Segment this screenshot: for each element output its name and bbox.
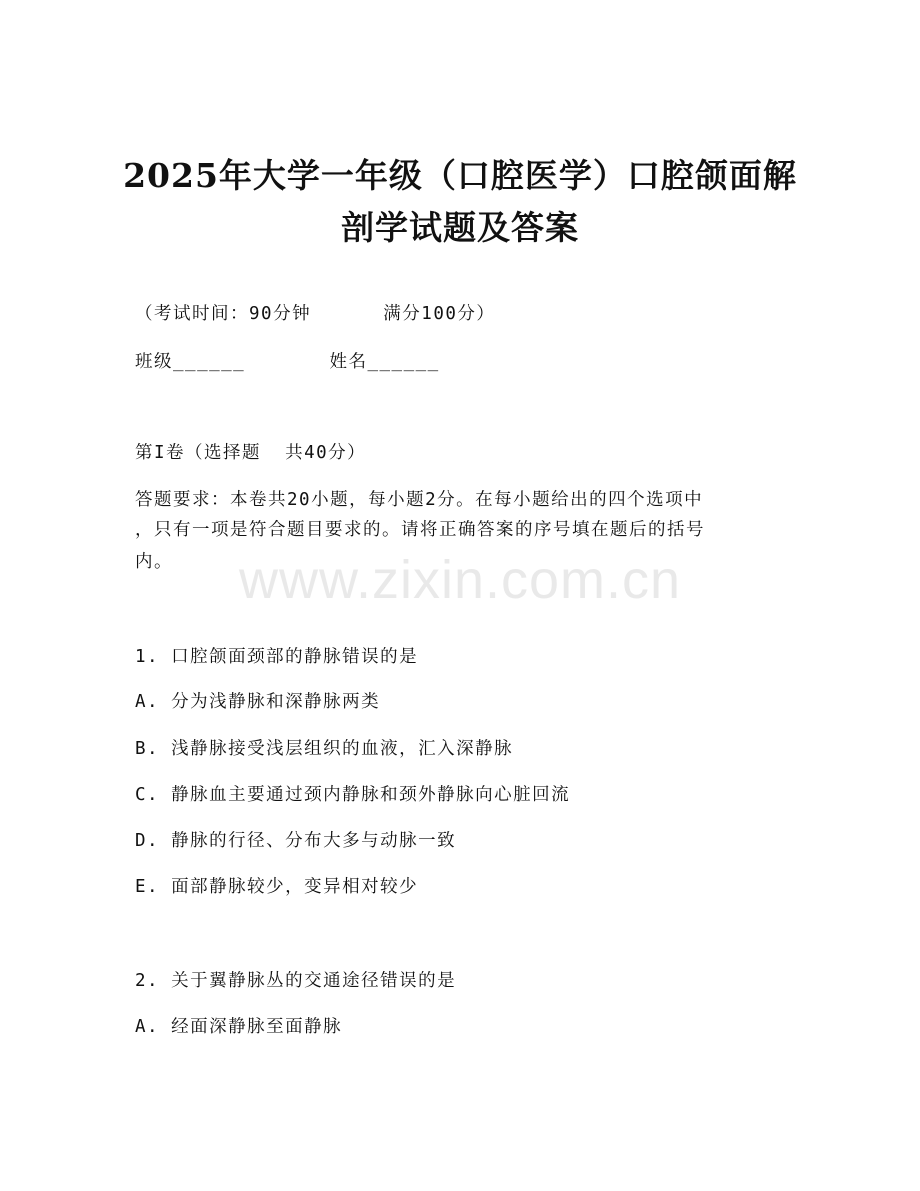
document-title-line-1: 2025年大学一年级（口腔医学）口腔颌面解 — [123, 156, 797, 195]
watermark-text: www.zixin.com.cn — [238, 550, 682, 610]
exam-info: （考试时间：90分钟 满分100分） — [135, 304, 496, 324]
document-title-line-2: 剖学试题及答案 — [341, 208, 579, 247]
question-1-option-b: B. 浅静脉接受浅层组织的血液，汇入深静脉 — [135, 739, 514, 759]
question-1-stem: 1. 口腔颌面颈部的静脉错误的是 — [135, 647, 419, 667]
question-1-option-c: C. 静脉血主要通过颈内静脉和颈外静脉向心脏回流 — [135, 785, 571, 805]
question-2-option-a: A. 经面深静脉至面静脉 — [135, 1017, 343, 1037]
instructions-line-1: 答题要求：本卷共20小题，每小题2分。在每小题给出的四个选项中 — [135, 490, 704, 510]
section-heading: 第I卷（选择题 共40分） — [135, 443, 367, 463]
instructions-line-2: ，只有一项是符合题目要求的。请将正确答案的序号填在题后的括号 — [135, 520, 705, 540]
question-2-stem: 2. 关于翼静脉丛的交通途径错误的是 — [135, 971, 457, 991]
instructions-line-3: 内。 — [135, 552, 173, 572]
question-1-option-d: D. 静脉的行径、分布大多与动脉一致 — [135, 831, 457, 851]
question-1-option-a: A. 分为浅静脉和深静脉两类 — [135, 692, 381, 712]
question-1-option-e: E. 面部静脉较少，变异相对较少 — [135, 877, 419, 897]
class-name-line: 班级______ 姓名______ — [135, 352, 440, 372]
